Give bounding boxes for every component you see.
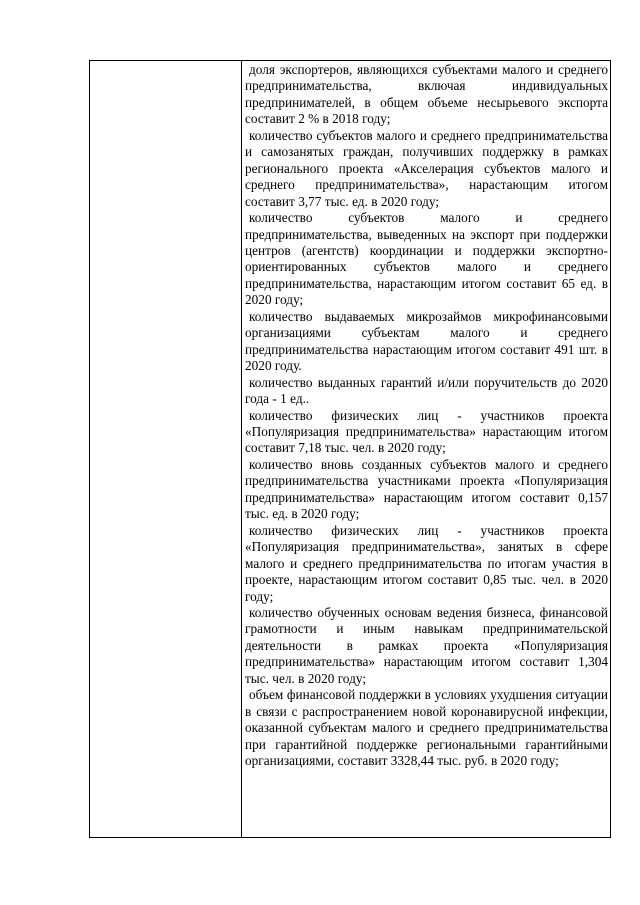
indicator-paragraph: доля экспортеров, являющихся субъектами малого и среднего предпринимательства, включая индивидуальных предпринимателей, в общем объеме несырьевого экспорта составит 2 % в 2018 году; — [245, 62, 608, 127]
indicator-paragraph: количество физических лиц - участников проекта «Популяризация предпринимательства» нарастающим итогом составит 7,18 тыс. чел. в 2020 году; — [245, 407, 608, 456]
indicator-paragraph: количество обученных основам ведения бизнеса, финансовой грамотности и иным навыкам предпринимательской деятельности в рамках проекта «Популяризация предпринимательства» нарастающим итогом составит 1,304 тыс. чел. в 2020 году; — [245, 604, 608, 686]
indicator-paragraph: количество вновь созданных субъектов малого и среднего предпринимательства участниками проекта «Популяризация предпринимательства» нарастающим итогом составит 0,157 тыс. ед. в 2020 году; — [245, 456, 608, 522]
indicator-paragraph: количество физических лиц - участников проекта «Популяризация предпринимательства», занятых в сфере малого и среднего предпринимательства по итогам участия в проекте, нарастающим итогом составит 0,85 тыс. чел. в 2020 году; — [245, 522, 608, 604]
indicator-paragraph: количество субъектов малого и среднего предпринимательства и самозанятых граждан, получивших поддержку в рамках регионального проекта «Акселерация субъектов малого и среднего предпринимательства», нарастающим итогом составит 3,77 тыс. ед. в 2020 году; — [245, 127, 608, 209]
indicator-paragraph: количество выданных гарантий и/или поручительств до 2020 года - 1 ед.. — [245, 374, 608, 407]
indicator-paragraph: количество субъектов малого и среднего предпринимательства, выведенных на экспорт при поддержки центров (агентств) координации и поддержки экспортно-ориентированных субъектов малого и среднего предпринимательства, нарастающим итогом составит 65 ед. в 2020 году; — [245, 210, 608, 308]
table-row — [90, 61, 611, 838]
indicator-paragraph: количество выдаваемых микрозаймов микрофинансовыми организациями субъектам малого и среднего предпринимательства нарастающим итогом составит 491 шт. в 2020 году. — [245, 308, 608, 374]
table-cell-indicators — [242, 61, 611, 838]
indicators-text-block — [242, 61, 610, 769]
document-table — [89, 60, 611, 838]
table-cell-left-empty — [90, 61, 242, 838]
indicator-paragraph: объем финансовой поддержки в условиях ухудшения ситуации в связи с распространением новой коронавирусной инфекции, оказанной субъектам малого и среднего предпринимательства при гарантийной поддержке региональными гарантийными организациями, составит 3328,44 тыс. руб. в 2020 году; — [245, 687, 608, 769]
